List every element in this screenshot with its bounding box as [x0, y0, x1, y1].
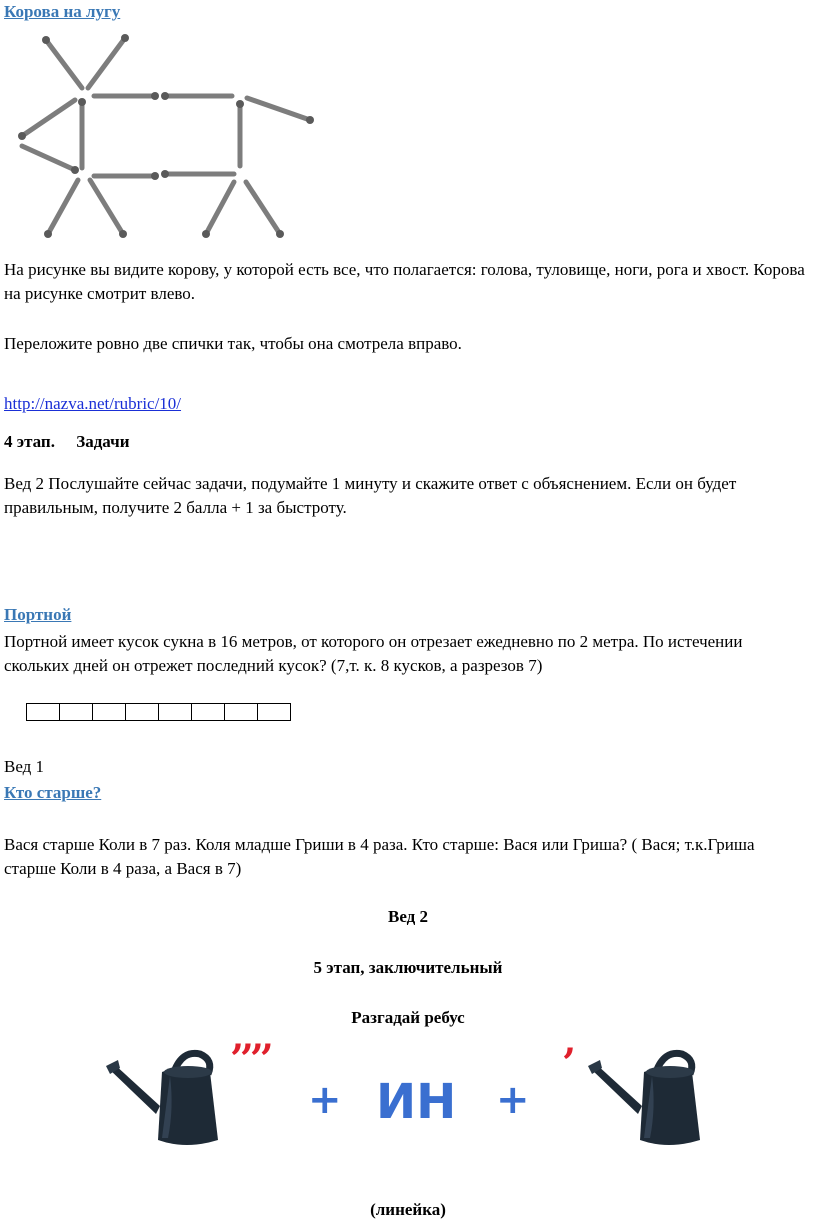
- stage4-heading: 4 этап. Задачи: [4, 432, 130, 451]
- stage4-intro: Вед 2 Послушайте сейчас задачи, подумайте 1 минуту и скажите ответ с объяснением. Если он будет правильным, получите 2 балла + 1 за быстроту.: [4, 474, 737, 517]
- speaker-label-2: Вед 2: [387, 907, 428, 926]
- rebus-commas-left: ’’’’: [230, 1036, 270, 1083]
- rebus-comma-right: ’: [562, 1040, 576, 1087]
- cow-description: На рисунке вы видите корову, у которой есть все, что полагается: голова, туловище, ноги, рога и хвост. Корова на рисунке смотрит влево.: [4, 260, 805, 303]
- watering-can-icon: [104, 1048, 224, 1148]
- rebus-plus-1: +: [308, 1077, 342, 1123]
- stage5-heading: 5 этап, заключительный: [313, 958, 503, 977]
- rebus-letters: ИН: [376, 1074, 457, 1130]
- older-problem: Вася старше Коли в 7 раз. Коля младше Гриши в 4 раза. Кто старше: Вася или Гриша? ( Вася; т.к.Гриша старше Коли в 4 раза, а Вася в 7): [4, 835, 755, 878]
- cloth-piece: [27, 704, 60, 720]
- source-link[interactable]: http://nazva.net/rubric/10/: [4, 394, 182, 413]
- cow-task: Переложите ровно две спички так, чтобы она смотрела вправо.: [4, 334, 462, 353]
- rebus-title: Разгадай ребус: [351, 1008, 465, 1027]
- cloth-piece: [192, 704, 225, 720]
- watering-can-icon-2: [586, 1048, 706, 1148]
- rebus-plus-2: +: [496, 1077, 530, 1123]
- cloth-piece: [258, 704, 291, 720]
- rebus-answer: (линейка): [370, 1200, 446, 1219]
- cloth-piece: [126, 704, 159, 720]
- cloth-piece: [93, 704, 126, 720]
- tailor-title-link[interactable]: Портной: [4, 605, 72, 624]
- speaker-label: Вед 1: [4, 757, 45, 776]
- cloth-piece: [60, 704, 93, 720]
- tailor-problem: Портной имеет кусок сукна в 16 метров, от которого он отрезает ежедневно по 2 метра. По истечении скольких дней он отрежет последний кусок? (7,т. к. 8 кусков, а разрезов 7): [4, 632, 743, 675]
- cloth-piece: [225, 704, 258, 720]
- older-title-link[interactable]: Кто старше?: [4, 783, 102, 802]
- cow-title-link[interactable]: Корова на лугу: [4, 2, 121, 21]
- matchstick-cow-image: [10, 28, 320, 246]
- cloth-pieces-diagram: [26, 703, 291, 721]
- cloth-piece: [159, 704, 192, 720]
